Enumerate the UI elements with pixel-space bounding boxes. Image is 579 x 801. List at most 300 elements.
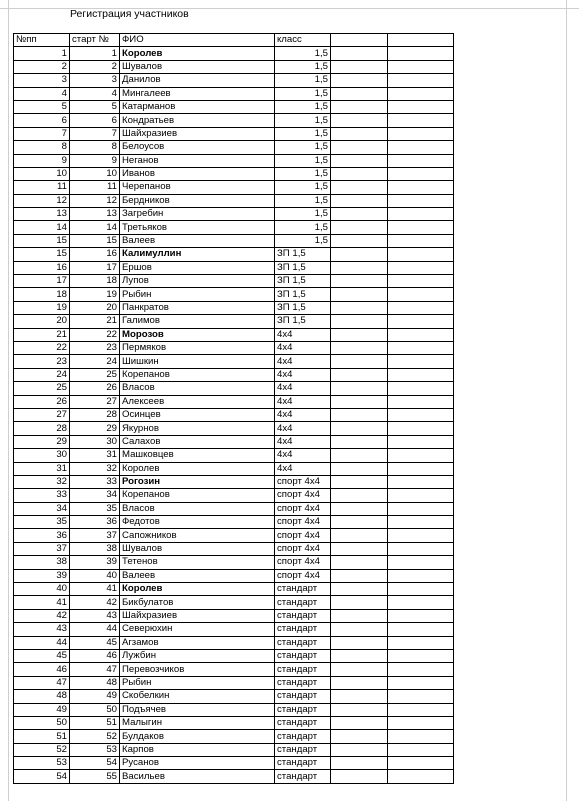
table-row <box>14 569 454 582</box>
row-class: спорт 4х4 <box>275 569 331 582</box>
table-row <box>14 301 454 314</box>
row-name: Алексеев <box>120 395 275 408</box>
table-row <box>14 690 454 703</box>
row-class: стандарт <box>275 663 331 676</box>
row-name: Русанов <box>120 757 275 770</box>
row-class: стандарт <box>275 703 331 716</box>
row-number: 31 <box>14 462 70 475</box>
row-class: стандарт <box>275 716 331 729</box>
row-start-number: 28 <box>70 408 120 421</box>
row-empty-2 <box>388 462 454 475</box>
row-class: 1,5 <box>275 141 331 154</box>
row-empty-1 <box>331 743 388 756</box>
row-class: стандарт <box>275 649 331 662</box>
row-class: стандарт <box>275 757 331 770</box>
row-empty-1 <box>331 516 388 529</box>
row-class: стандарт <box>275 636 331 649</box>
row-class: спорт 4х4 <box>275 529 331 542</box>
table-row <box>14 208 454 221</box>
row-number: 33 <box>14 489 70 502</box>
row-name: Королев <box>120 47 275 60</box>
row-number: 45 <box>14 649 70 662</box>
row-name: Катарманов <box>120 100 275 113</box>
table-row <box>14 649 454 662</box>
row-empty-1 <box>331 583 388 596</box>
row-number: 15 <box>14 248 70 261</box>
row-empty-2 <box>388 502 454 515</box>
table-row <box>14 127 454 140</box>
row-empty-2 <box>388 703 454 716</box>
row-number: 25 <box>14 382 70 395</box>
row-empty-1 <box>331 368 388 381</box>
row-empty-1 <box>331 422 388 435</box>
row-class: стандарт <box>275 690 331 703</box>
table-row <box>14 141 454 154</box>
row-start-number: 39 <box>70 556 120 569</box>
row-start-number: 23 <box>70 341 120 354</box>
row-empty-1 <box>331 60 388 73</box>
row-class: 4х4 <box>275 435 331 448</box>
header-empty-1 <box>331 34 388 47</box>
row-empty-2 <box>388 649 454 662</box>
row-empty-2 <box>388 208 454 221</box>
row-empty-2 <box>388 248 454 261</box>
row-start-number: 33 <box>70 475 120 488</box>
row-empty-2 <box>388 716 454 729</box>
table-row <box>14 181 454 194</box>
row-empty-1 <box>331 462 388 475</box>
row-empty-2 <box>388 516 454 529</box>
row-start-number: 13 <box>70 208 120 221</box>
row-number: 16 <box>14 261 70 274</box>
row-start-number: 24 <box>70 355 120 368</box>
row-empty-1 <box>331 489 388 502</box>
row-empty-1 <box>331 221 388 234</box>
row-class: ЗП 1,5 <box>275 261 331 274</box>
row-class: 4х4 <box>275 368 331 381</box>
row-empty-1 <box>331 248 388 261</box>
row-start-number: 18 <box>70 275 120 288</box>
row-name: Малыгин <box>120 716 275 729</box>
row-start-number: 36 <box>70 516 120 529</box>
row-empty-1 <box>331 87 388 100</box>
row-name: Осинцев <box>120 408 275 421</box>
row-number: 38 <box>14 556 70 569</box>
table-row <box>14 288 454 301</box>
table-row <box>14 328 454 341</box>
table-row <box>14 609 454 622</box>
row-name: Пермяков <box>120 341 275 354</box>
row-number: 44 <box>14 636 70 649</box>
row-start-number: 29 <box>70 422 120 435</box>
row-empty-2 <box>388 569 454 582</box>
row-start-number: 55 <box>70 770 120 783</box>
row-empty-1 <box>331 569 388 582</box>
row-name: Лупов <box>120 275 275 288</box>
row-empty-2 <box>388 676 454 689</box>
row-class: 1,5 <box>275 234 331 247</box>
row-number: 20 <box>14 315 70 328</box>
row-empty-2 <box>388 74 454 87</box>
row-empty-2 <box>388 435 454 448</box>
row-empty-1 <box>331 288 388 301</box>
row-name: Тетенов <box>120 556 275 569</box>
row-name: Перевозчиков <box>120 663 275 676</box>
row-number: 39 <box>14 569 70 582</box>
row-empty-2 <box>388 114 454 127</box>
row-name: Рыбин <box>120 676 275 689</box>
row-empty-2 <box>388 422 454 435</box>
row-empty-2 <box>388 328 454 341</box>
row-class: ЗП 1,5 <box>275 315 331 328</box>
row-number: 35 <box>14 516 70 529</box>
row-name: Бердников <box>120 194 275 207</box>
row-start-number: 26 <box>70 382 120 395</box>
page-margin-line-right <box>566 0 567 801</box>
row-empty-1 <box>331 663 388 676</box>
row-number: 37 <box>14 542 70 555</box>
row-start-number: 35 <box>70 502 120 515</box>
table-row <box>14 234 454 247</box>
table-row <box>14 556 454 569</box>
row-name: Валеев <box>120 234 275 247</box>
table-row <box>14 47 454 60</box>
row-class: 4х4 <box>275 422 331 435</box>
row-class: спорт 4х4 <box>275 516 331 529</box>
row-number: 28 <box>14 422 70 435</box>
row-class: стандарт <box>275 596 331 609</box>
row-start-number: 1 <box>70 47 120 60</box>
row-name: Федотов <box>120 516 275 529</box>
row-start-number: 45 <box>70 636 120 649</box>
row-number: 10 <box>14 167 70 180</box>
row-empty-2 <box>388 449 454 462</box>
row-empty-2 <box>388 167 454 180</box>
table-row <box>14 730 454 743</box>
row-start-number: 44 <box>70 623 120 636</box>
row-empty-1 <box>331 757 388 770</box>
table-row <box>14 636 454 649</box>
row-empty-2 <box>388 690 454 703</box>
row-number: 52 <box>14 743 70 756</box>
row-number: 43 <box>14 623 70 636</box>
row-number: 15 <box>14 234 70 247</box>
row-name: Данилов <box>120 74 275 87</box>
row-name: Калимуллин <box>120 248 275 261</box>
row-class: стандарт <box>275 676 331 689</box>
table-row <box>14 757 454 770</box>
table-row <box>14 100 454 113</box>
row-class: стандарт <box>275 609 331 622</box>
row-start-number: 6 <box>70 114 120 127</box>
row-empty-1 <box>331 141 388 154</box>
table-row <box>14 596 454 609</box>
row-number: 26 <box>14 395 70 408</box>
row-class: 1,5 <box>275 74 331 87</box>
row-class: стандарт <box>275 730 331 743</box>
row-start-number: 30 <box>70 435 120 448</box>
table-row <box>14 408 454 421</box>
page-margin-line-left <box>8 0 9 801</box>
row-start-number: 47 <box>70 663 120 676</box>
table-row <box>14 623 454 636</box>
row-class: спорт 4х4 <box>275 542 331 555</box>
row-start-number: 51 <box>70 716 120 729</box>
row-class: 1,5 <box>275 221 331 234</box>
row-number: 4 <box>14 87 70 100</box>
row-start-number: 5 <box>70 100 120 113</box>
table-row <box>14 382 454 395</box>
row-start-number: 4 <box>70 87 120 100</box>
table-row <box>14 114 454 127</box>
row-number: 18 <box>14 288 70 301</box>
row-empty-2 <box>388 382 454 395</box>
row-empty-2 <box>388 368 454 381</box>
row-name: Корепанов <box>120 489 275 502</box>
row-empty-2 <box>388 301 454 314</box>
row-name: Неганов <box>120 154 275 167</box>
row-empty-1 <box>331 770 388 783</box>
row-class: спорт 4х4 <box>275 502 331 515</box>
row-empty-2 <box>388 609 454 622</box>
row-start-number: 52 <box>70 730 120 743</box>
row-name: Скобелкин <box>120 690 275 703</box>
row-empty-1 <box>331 703 388 716</box>
row-start-number: 21 <box>70 315 120 328</box>
row-empty-2 <box>388 100 454 113</box>
table-row <box>14 261 454 274</box>
row-empty-2 <box>388 475 454 488</box>
row-class: 4х4 <box>275 341 331 354</box>
row-name: Рыбин <box>120 288 275 301</box>
row-start-number: 8 <box>70 141 120 154</box>
row-start-number: 49 <box>70 690 120 703</box>
row-empty-1 <box>331 301 388 314</box>
row-empty-2 <box>388 181 454 194</box>
row-name: Корепанов <box>120 368 275 381</box>
row-start-number: 32 <box>70 462 120 475</box>
row-name: Панкратов <box>120 301 275 314</box>
table-row <box>14 676 454 689</box>
row-empty-1 <box>331 127 388 140</box>
row-class: 1,5 <box>275 127 331 140</box>
row-name: Загребин <box>120 208 275 221</box>
row-empty-1 <box>331 636 388 649</box>
row-class: 1,5 <box>275 181 331 194</box>
row-empty-1 <box>331 167 388 180</box>
row-number: 11 <box>14 181 70 194</box>
table-row <box>14 529 454 542</box>
table-row <box>14 167 454 180</box>
row-start-number: 31 <box>70 449 120 462</box>
row-start-number: 54 <box>70 757 120 770</box>
row-empty-2 <box>388 87 454 100</box>
row-name: Якурнов <box>120 422 275 435</box>
row-class: 1,5 <box>275 60 331 73</box>
table-row <box>14 355 454 368</box>
row-empty-1 <box>331 275 388 288</box>
row-name: Рогозин <box>120 475 275 488</box>
row-number: 34 <box>14 502 70 515</box>
row-empty-1 <box>331 408 388 421</box>
row-empty-1 <box>331 154 388 167</box>
row-empty-2 <box>388 141 454 154</box>
row-class: стандарт <box>275 623 331 636</box>
row-name: Васильев <box>120 770 275 783</box>
row-name: Карпов <box>120 743 275 756</box>
row-name: Лужбин <box>120 649 275 662</box>
row-number: 30 <box>14 449 70 462</box>
row-start-number: 19 <box>70 288 120 301</box>
row-empty-2 <box>388 556 454 569</box>
row-number: 41 <box>14 596 70 609</box>
row-empty-1 <box>331 234 388 247</box>
row-empty-1 <box>331 114 388 127</box>
row-class: 1,5 <box>275 154 331 167</box>
table-row <box>14 489 454 502</box>
row-empty-2 <box>388 636 454 649</box>
row-class: 1,5 <box>275 87 331 100</box>
table-row <box>14 502 454 515</box>
row-number: 23 <box>14 355 70 368</box>
row-name: Булдаков <box>120 730 275 743</box>
table-row <box>14 462 454 475</box>
row-name: Шайхразиев <box>120 609 275 622</box>
row-number: 40 <box>14 583 70 596</box>
row-number: 13 <box>14 208 70 221</box>
row-number: 48 <box>14 690 70 703</box>
row-empty-1 <box>331 74 388 87</box>
table-row <box>14 422 454 435</box>
row-empty-1 <box>331 328 388 341</box>
row-class: ЗП 1,5 <box>275 301 331 314</box>
row-name: Северюхин <box>120 623 275 636</box>
table-row <box>14 703 454 716</box>
row-start-number: 12 <box>70 194 120 207</box>
row-class: 4х4 <box>275 408 331 421</box>
header-empty-2 <box>388 34 454 47</box>
row-empty-1 <box>331 435 388 448</box>
row-number: 50 <box>14 716 70 729</box>
row-number: 21 <box>14 328 70 341</box>
row-empty-2 <box>388 341 454 354</box>
row-number: 3 <box>14 74 70 87</box>
row-class: спорт 4х4 <box>275 475 331 488</box>
row-number: 5 <box>14 100 70 113</box>
row-empty-1 <box>331 261 388 274</box>
row-number: 7 <box>14 127 70 140</box>
row-empty-1 <box>331 529 388 542</box>
row-number: 17 <box>14 275 70 288</box>
row-empty-1 <box>331 194 388 207</box>
row-class: 4х4 <box>275 328 331 341</box>
row-start-number: 37 <box>70 529 120 542</box>
row-empty-1 <box>331 395 388 408</box>
table-row <box>14 583 454 596</box>
row-number: 53 <box>14 757 70 770</box>
row-start-number: 20 <box>70 301 120 314</box>
table-row <box>14 248 454 261</box>
row-class: 1,5 <box>275 100 331 113</box>
header-name: ФИО <box>120 34 275 47</box>
row-empty-2 <box>388 194 454 207</box>
row-empty-2 <box>388 757 454 770</box>
row-number: 12 <box>14 194 70 207</box>
table-row <box>14 449 454 462</box>
page-title: Регистрация участников <box>70 8 189 20</box>
row-start-number: 42 <box>70 596 120 609</box>
row-name: Третьяков <box>120 221 275 234</box>
table-row <box>14 315 454 328</box>
row-start-number: 7 <box>70 127 120 140</box>
row-name: Галимов <box>120 315 275 328</box>
row-class: 4х4 <box>275 449 331 462</box>
row-class: 4х4 <box>275 462 331 475</box>
row-number: 27 <box>14 408 70 421</box>
row-class: стандарт <box>275 583 331 596</box>
row-empty-1 <box>331 181 388 194</box>
row-start-number: 43 <box>70 609 120 622</box>
table-row <box>14 368 454 381</box>
row-class: 1,5 <box>275 47 331 60</box>
row-start-number: 48 <box>70 676 120 689</box>
row-class: ЗП 1,5 <box>275 248 331 261</box>
header-class: класс <box>275 34 331 47</box>
row-number: 9 <box>14 154 70 167</box>
row-start-number: 53 <box>70 743 120 756</box>
row-class: стандарт <box>275 770 331 783</box>
row-class: ЗП 1,5 <box>275 275 331 288</box>
row-number: 24 <box>14 368 70 381</box>
table-row <box>14 516 454 529</box>
participants-table <box>13 33 454 784</box>
row-empty-2 <box>388 60 454 73</box>
row-class: 1,5 <box>275 208 331 221</box>
row-class: спорт 4х4 <box>275 489 331 502</box>
row-name: Шайхразиев <box>120 127 275 140</box>
row-class: 1,5 <box>275 194 331 207</box>
row-empty-1 <box>331 47 388 60</box>
row-class: 1,5 <box>275 114 331 127</box>
row-empty-1 <box>331 355 388 368</box>
row-class: ЗП 1,5 <box>275 288 331 301</box>
header-start-number: старт № <box>70 34 120 47</box>
row-empty-2 <box>388 395 454 408</box>
row-empty-1 <box>331 502 388 515</box>
row-empty-2 <box>388 261 454 274</box>
table-row <box>14 221 454 234</box>
row-start-number: 41 <box>70 583 120 596</box>
row-name: Ершов <box>120 261 275 274</box>
table-row <box>14 395 454 408</box>
row-name: Белоусов <box>120 141 275 154</box>
row-empty-1 <box>331 609 388 622</box>
row-empty-2 <box>388 355 454 368</box>
table-row <box>14 154 454 167</box>
row-start-number: 22 <box>70 328 120 341</box>
row-empty-2 <box>388 489 454 502</box>
row-empty-1 <box>331 676 388 689</box>
row-empty-2 <box>388 408 454 421</box>
row-empty-1 <box>331 690 388 703</box>
row-empty-2 <box>388 596 454 609</box>
row-start-number: 3 <box>70 74 120 87</box>
row-number: 47 <box>14 676 70 689</box>
row-start-number: 16 <box>70 248 120 261</box>
row-number: 19 <box>14 301 70 314</box>
row-empty-2 <box>388 529 454 542</box>
row-empty-2 <box>388 315 454 328</box>
